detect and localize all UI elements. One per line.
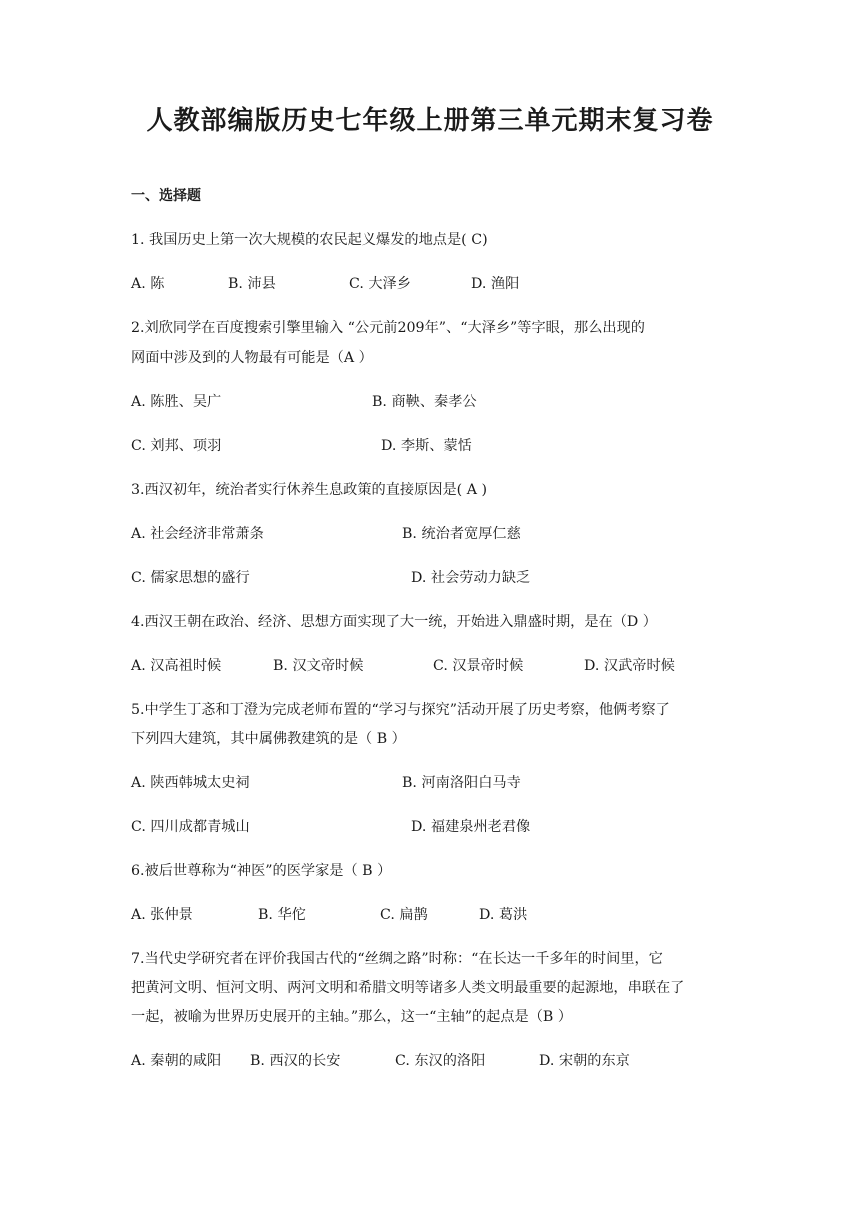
question-1-option-c: C. 大泽乡 [349,276,411,292]
question-7-stem-line-3: 一起，被喻为世界历史展开的主轴。”那么，这一“主轴”的起点是（B ） [131,1009,573,1025]
question-7-option-a: A. 秦朝的咸阳 [131,1053,222,1069]
question-2-option-b: B. 商鞅、秦孝公 [372,394,477,410]
question-1-option-a: A. 陈 [131,276,165,292]
question-5-stem-line-2: 下列四大建筑，其中属佛教建筑的是（ B ） [131,731,406,747]
question-1-option-b: B. 沛县 [228,276,276,292]
question-7-option-c: C. 东汉的洛阳 [395,1053,486,1069]
question-6-option-b: B. 华佗 [258,907,306,923]
question-4-option-a: A. 汉高祖时候 [131,658,222,674]
question-5-option-a: A. 陕西韩城太史祠 [131,775,250,791]
question-5-stem-line-1: 5.中学生丁忞和丁澄为完成老师布置的“学习与探究”活动开展了历史考察，他俩考察了 [131,702,670,718]
question-7-option-d: D. 宋朝的东京 [539,1053,630,1069]
document-title: 人教部编版历史七年级上册第三单元期末复习卷 [146,106,714,136]
question-4-stem: 4.西汉王朝在政治、经济、思想方面实现了大一统，开始进入鼎盛时期，是在（D ） [131,614,657,630]
question-3-stem: 3.西汉初年，统治者实行休养生息政策的直接原因是( A ) [131,482,487,498]
section-heading: 一、选择题 [131,188,201,204]
question-4-option-c: C. 汉景帝时候 [433,658,524,674]
question-2-option-d: D. 李斯、蒙恬 [381,438,472,454]
question-3-option-d: D. 社会劳动力缺乏 [411,570,531,586]
question-6-option-c: C. 扁鹊 [380,907,428,923]
question-2-stem-line-1: 2.刘欣同学在百度搜索引擎里输入 “公元前209年”、“大泽乡”等字眼，那么出现的 [131,320,645,336]
question-3-option-c: C. 儒家思想的盛行 [131,570,250,586]
question-5-option-d: D. 福建泉州老君像 [411,819,531,835]
question-2-option-a: A. 陈胜、吴广 [131,394,222,410]
question-2-option-c: C. 刘邦、项羽 [131,438,222,454]
question-6-option-d: D. 葛洪 [479,907,528,923]
question-6-option-a: A. 张仲景 [131,907,193,923]
question-7-stem-line-2: 把黄河文明、恒河文明、两河文明和希腊文明等诸多人类文明最重要的起源地，串联在了 [131,980,685,996]
question-5-option-c: C. 四川成都青城山 [131,819,250,835]
question-4-option-d: D. 汉武帝时候 [584,658,675,674]
question-2-stem-line-2: 网面中涉及到的人物最有可能是（A ） [131,350,373,366]
question-1-option-d: D. 渔阳 [471,276,520,292]
question-6-stem: 6.被后世尊称为“神医”的医学家是（ B ） [131,863,392,879]
question-5-option-b: B. 河南洛阳白马寺 [402,775,521,791]
question-7-option-b: B. 西汉的长安 [250,1053,341,1069]
question-4-option-b: B. 汉文帝时候 [273,658,364,674]
question-3-option-b: B. 统治者宽厚仁慈 [402,526,521,542]
question-3-option-a: A. 社会经济非常萧条 [131,526,264,542]
question-1-stem: 1. 我国历史上第一次大规模的农民起义爆发的地点是( C) [131,232,488,248]
question-7-stem-line-1: 7.当代史学研究者在评价我国古代的“丝绸之路”时称：“在长达一千多年的时间里，它 [131,951,663,967]
